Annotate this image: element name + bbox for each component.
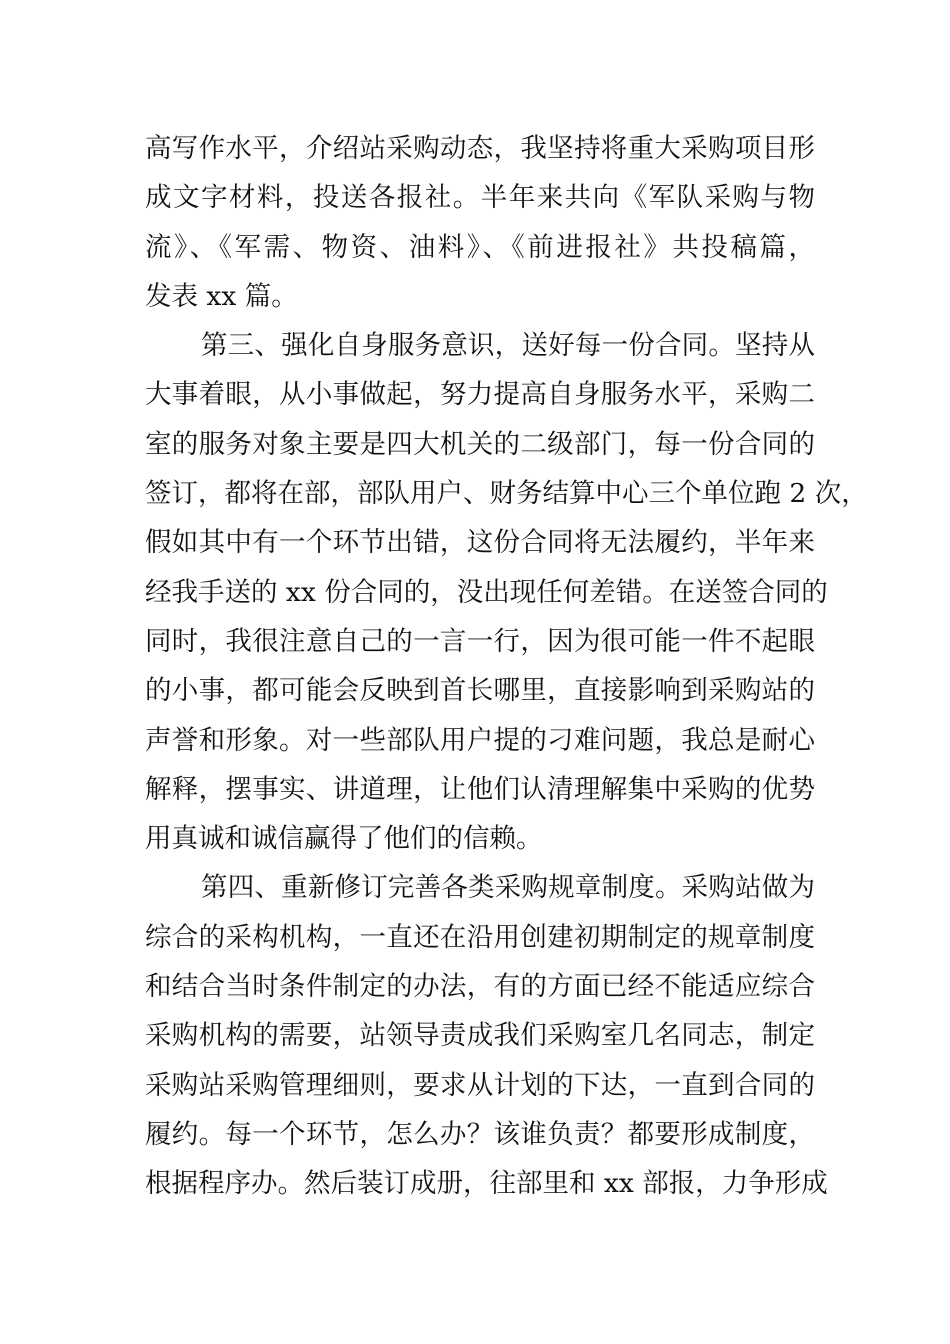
text-line: 采购机构的需要，站领导责成我们采购室几名同志，制定 (145, 1020, 815, 1052)
text-line: 和结合当时条件制定的办法，有的方面已经不能适应综合 (145, 971, 815, 1003)
text-line: 室的服务对象主要是四大机关的二级部门，每一份合同的 (145, 428, 815, 460)
text-line: 大事着眼，从小事做起，努力提高自身服务水平，采购二 (145, 379, 815, 411)
text-line: 发表 xx 篇。 (145, 280, 298, 312)
text-line: 的小事，都可能会反映到首长哪里，直接影响到采购站的 (145, 675, 815, 707)
text-line: 声誉和形象。对一些部队用户提的刁难问题，我总是耐心 (145, 724, 815, 756)
text-line: 第三、强化自身服务意识，送好每一份合同。坚持从 (201, 330, 815, 362)
paragraph-third-service (145, 321, 868, 863)
text-line: 第四、重新修订完善各类采购规章制度。采购站做为 (201, 872, 815, 904)
text-line: 采购站采购管理细则，要求从计划的下达，一直到合同的 (145, 1069, 815, 1101)
text-line: 经我手送的 xx 份合同的，没出现任何差错。在送签合同的 (145, 576, 828, 608)
paragraph-writing-level (145, 124, 815, 321)
text-line: 用真诚和诚信赢得了他们的信赖。 (145, 823, 543, 855)
text-line: 成文字材料，投送各报社。半年来共向《军队采购与物 (145, 182, 815, 214)
text-line: 流》、《军需、物资、油料》、《前进报社》共投稿篇， (145, 231, 815, 263)
paragraph-fourth-regulations (145, 863, 828, 1208)
text-line: 综合的采构机构，一直还在沿用创建初期制定的规章制度 (145, 921, 815, 953)
text-line: 高写作水平，介绍站采购动态，我坚持将重大采购项目形 (145, 133, 815, 164)
document-body (145, 124, 868, 1209)
text-line: 签订，都将在部，部队用户、财务结算中心三个单位跑 2 次， (145, 478, 868, 510)
text-line: 履约。每一个环节，怎么办？该谁负责？都要形成制度， (145, 1118, 815, 1150)
text-line: 假如其中有一个环节出错，这份合同将无法履约，半年来 (145, 527, 815, 559)
text-line: 同时，我很注意自己的一言一行，因为很可能一件不起眼 (145, 625, 815, 657)
text-line: 解释，摆事实、讲道理，让他们认清理解集中采购的优势 (145, 773, 815, 805)
text-line: 根据程序办。然后装订成册，往部里和 xx 部报，力争形成 (145, 1168, 828, 1200)
